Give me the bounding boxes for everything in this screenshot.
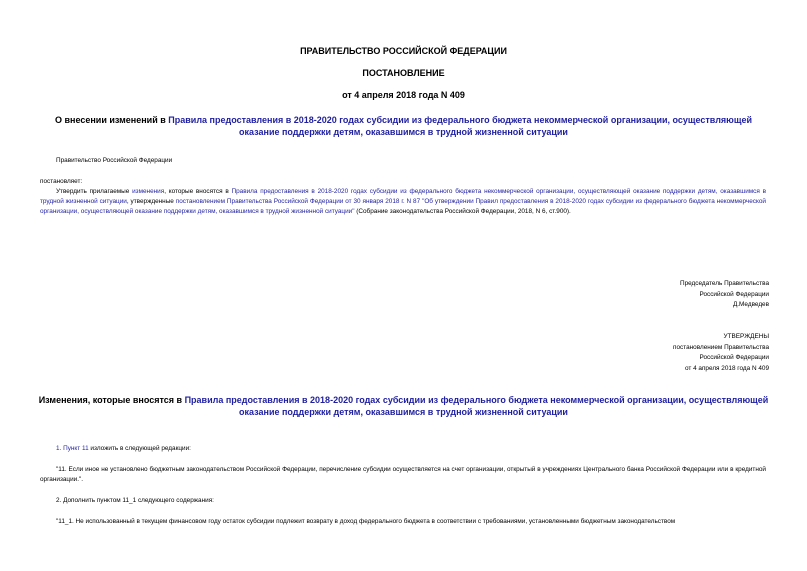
change-item-1: 1. Пункт 11 изложить в следующей редакции: [56, 445, 191, 452]
changes-rules-link[interactable]: Правила предоставления в 2018-2020 годах субсидии из федерального бюджета некоммерческой организации, осуществляющей [184, 395, 769, 405]
issuer: Правительство Российской Федерации [56, 157, 173, 164]
approval-line-4: от 4 апреля 2018 года N 409 [684, 364, 769, 372]
signature-name: Д.Медведев [732, 301, 769, 308]
approval-line-2: постановлением Правительства [673, 343, 769, 351]
rules-link-cont[interactable]: оказание поддержки детям, оказавшимся в трудной жизненной ситуации [239, 127, 568, 137]
doc-type-heading: ПОСТАНОВЛЕНИЕ [362, 68, 445, 78]
change-item-2: 2. Дополнить пунктом 11_1 следующего содержания: [56, 497, 214, 504]
approval-line-1: УТВЕРЖДЕНЫ [723, 333, 769, 340]
government-heading: ПРАВИТЕЛЬСТВО РОССИЙСКОЙ ФЕДЕРАЦИИ [300, 46, 507, 56]
changes-rules-link-cont[interactable]: оказание поддержки детям, оказавшимся в трудной жизненной ситуации [239, 407, 568, 417]
changes-title-prefix: Изменения, которые вносятся в [38, 395, 185, 405]
date-number: от 4 апреля 2018 года N 409 [342, 90, 465, 100]
approval-block [673, 332, 769, 374]
quote-clause-11-1: "11_1. Не использованный в текущем финансовом году остаток субсидии подлежит возврату в доход федерального бюджета в соответствии с требованиями, установленными бюджетным законодательством [56, 518, 676, 525]
clause-11-link[interactable]: 1. Пункт 11 [56, 445, 89, 452]
signature-line-2: Российской Федерации [699, 290, 769, 298]
resolution-87-link[interactable]: постановлением Правительства Российской Федерации от 30 января 2018 г. N 87 "Об утверждении Правил предоставления в 2018-2020 годах субсидии из федерального бюджета некоммерческой организации, осуществляющей оказание поддержки детям, оказавшимся в трудной жизненной ситуации" [40, 198, 766, 215]
signature-block [680, 279, 769, 311]
title-prefix: О внесении изменений в [54, 115, 169, 125]
quote-clause-11: "11. Если иное не установлено бюджетным законодательством Российской Федерации, перечисление субсидии осуществляется на счет организации, открытый в учреждениях Центрального банка Российской Федерации или в кредитной организации.". [40, 466, 766, 483]
approval-line-3: Российской Федерации [699, 354, 769, 361]
decides: постановляет: [40, 178, 83, 185]
paragraph-1: Утвердить прилагаемые изменения, которые вносятся в Правила предоставления в 2018-2020 годах субсидии из федерального бюджета некоммерческой организации, осуществляющей оказание поддержки детям, оказавшимся в трудной жизненной ситуации, утвержденные постановлением Правительства Российской Федерации от 30 января 2018 г. N 87 "Об утверждении Правил предоставления в 2018-2020 годах субсидии из федерального бюджета некоммерческой организации, осуществляющей оказание поддержки детям, оказавшимся в трудной жизненной ситуации" (Собрание законодательства Российской Федерации, 2018, N 6, ст.900). [40, 188, 766, 215]
signature-line-1: Председатель Правительства [680, 280, 769, 287]
rules-link[interactable]: Правила предоставления в 2018-2020 годах субсидии из федерального бюджета некоммерческой организации, осуществляющей [168, 115, 753, 125]
changes-link[interactable]: изменения [132, 188, 165, 195]
document-title [0, 114, 807, 138]
rules-link-2[interactable]: Правила предоставления в 2018-2020 годах субсидии из федерального бюджета некоммерческой организации, осуществляющей оказание поддержки детям, оказавшимся в трудной жизненной ситуации [40, 188, 766, 205]
changes-title [0, 394, 807, 418]
